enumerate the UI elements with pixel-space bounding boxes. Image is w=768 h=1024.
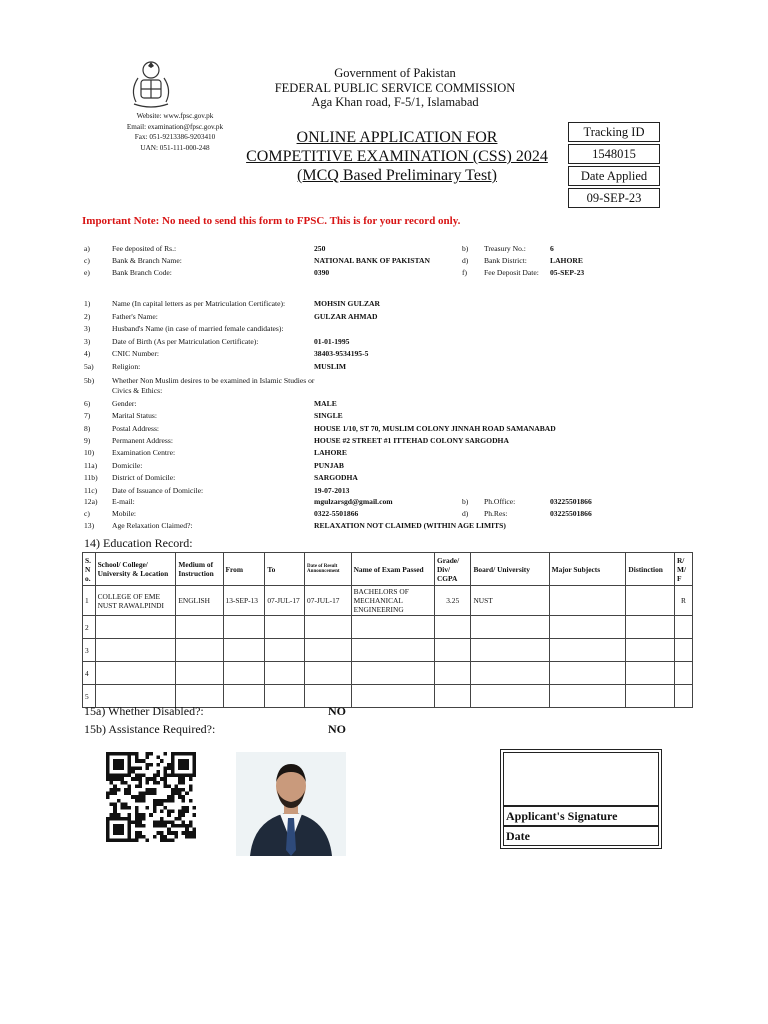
row-value: 19-07-2013 [314, 486, 350, 495]
row-number: c) [84, 256, 90, 265]
signature-date-label: Date [503, 826, 659, 846]
row-label: Father's Name: [112, 312, 158, 321]
table-cell [351, 685, 434, 708]
row-label-2: Ph.Office: [484, 497, 516, 506]
education-heading: 14) Education Record: [84, 536, 193, 550]
signature-box [500, 749, 662, 849]
table-cell: R [674, 586, 692, 616]
row-label: Domicile: [112, 461, 143, 470]
row-number: 8) [84, 424, 91, 433]
row-number: 11b) [84, 473, 98, 482]
row-label: Bank Branch Code: [112, 268, 172, 277]
table-cell [626, 662, 675, 685]
row-value: MALE [314, 399, 337, 408]
row-number-2: d) [462, 256, 469, 265]
row-number: 9) [84, 436, 91, 445]
table-cell: ENGLISH [176, 586, 223, 616]
table-cell [223, 685, 265, 708]
row-number-2: b) [462, 244, 469, 253]
row-number: a) [84, 244, 90, 253]
gov-line: Government of Pakistan [334, 66, 456, 80]
row-label: Permanent Address: [112, 436, 173, 445]
table-cell [305, 662, 352, 685]
row-value: SARGODHA [314, 473, 358, 482]
table-row [83, 616, 693, 639]
row-value-2: 03225501866 [550, 497, 592, 506]
column-header: Distinction [626, 553, 675, 586]
government-emblem-icon [124, 56, 178, 108]
date-applied: 09-SEP-23 [568, 188, 660, 208]
row-label: Religion: [112, 362, 141, 371]
row-value: NATIONAL BANK OF PAKISTAN [314, 256, 430, 265]
column-header: Major Subjects [549, 553, 626, 586]
row-number: 4) [84, 349, 91, 358]
row-value: 0322-5501866 [314, 509, 359, 518]
table-cell [95, 639, 176, 662]
row-value: MUSLIM [314, 362, 347, 371]
row-label: Mobile: [112, 509, 137, 518]
assistance-value: NO [328, 722, 346, 736]
row-value: MOHSIN GULZAR [314, 299, 381, 308]
table-cell [265, 662, 305, 685]
row-label: Examination Centre: [112, 448, 176, 457]
table-row [83, 639, 693, 662]
table-cell [223, 662, 265, 685]
row-value: HOUSE #2 STREET #1 ITTEHAD COLONY SARGODHA [314, 436, 509, 445]
uan-text: UAN: 051-111-000-248 [140, 143, 210, 152]
row-number: 12a) [84, 497, 98, 506]
disabled-label: 15a) Whether Disabled?: [84, 704, 204, 718]
row-label: Postal Address: [112, 424, 160, 433]
row-label: Husband's Name (in case of married female candidates): [112, 324, 284, 333]
column-header: From [223, 553, 265, 586]
table-cell [176, 662, 223, 685]
row-number: 10) [84, 448, 95, 457]
column-header: S. N o. [83, 553, 96, 586]
row-number: c) [84, 509, 90, 518]
row-label: Age Relaxation Claimed?: [112, 521, 193, 530]
row-label-2: Treasury No.: [484, 244, 526, 253]
row-label: Whether Non Muslim desires to be examined in Islamic Studies or Civics & Ethics: [112, 376, 315, 395]
form-title [238, 128, 556, 185]
table-cell [351, 616, 434, 639]
email-text: Email: examination@fpsc.gov.pk [126, 122, 224, 131]
row-value: 38403-9534195-5 [314, 349, 369, 358]
assistance-label: 15b) Assistance Required?: [84, 722, 216, 736]
table-cell [471, 685, 549, 708]
title-line: (MCQ Based Preliminary Test) [297, 167, 497, 184]
row-label-2: Ph.Res: [484, 509, 508, 518]
table-cell [549, 685, 626, 708]
date-applied-label: Date Applied [568, 166, 660, 186]
column-header: Name of Exam Passed [351, 553, 434, 586]
table-cell: 4 [83, 662, 96, 685]
row-label: Marital Status: [112, 411, 157, 420]
table-cell [305, 616, 352, 639]
row-label: E-mail: [112, 497, 135, 506]
table-cell [626, 616, 675, 639]
table-cell: 2 [83, 616, 96, 639]
row-number: 11c) [84, 486, 98, 495]
row-label: Date of Issuance of Domicile: [112, 486, 204, 495]
row-label-2: Bank District: [484, 256, 527, 265]
fax-text: Fax: 051-9213386-9203410 [134, 133, 216, 141]
row-value-2: 05-SEP-23 [550, 268, 585, 277]
gov-line: FEDERAL PUBLIC SERVICE COMMISSION [274, 80, 516, 95]
row-label: Date of Birth (As per Matriculation Certificate): [112, 337, 259, 346]
row-value: LAHORE [314, 448, 347, 457]
row-number: 5a) [84, 362, 94, 371]
table-cell [223, 639, 265, 662]
column-header: School/ College/ University & Location [95, 553, 176, 586]
row-value: mgulzarsgd@gmail.com [314, 497, 393, 506]
table-cell [434, 662, 470, 685]
gov-line: Aga Khan road, F-5/1, Islamabad [311, 95, 479, 109]
applicant-photo [236, 752, 346, 856]
education-table [82, 552, 693, 708]
table-cell [626, 685, 675, 708]
table-cell [265, 685, 305, 708]
row-label-2: Fee Deposit Date: [484, 268, 539, 277]
row-number: 13) [84, 521, 95, 530]
table-cell [265, 639, 305, 662]
row-value-2: 03225501866 [550, 509, 592, 518]
table-row [83, 586, 693, 616]
table-cell [626, 586, 675, 616]
disabled-value: NO [328, 704, 346, 718]
table-cell [305, 639, 352, 662]
title-line: COMPETITIVE EXAMINATION (CSS) 2024 [246, 148, 548, 165]
table-cell [471, 662, 549, 685]
row-number: 2) [84, 312, 91, 321]
table-cell [549, 586, 626, 616]
table-cell [549, 662, 626, 685]
table-cell [176, 639, 223, 662]
table-cell [626, 639, 675, 662]
row-number: 1) [84, 299, 91, 308]
tracking-id: 1548015 [568, 144, 660, 164]
row-value: PUNJAB [314, 461, 344, 470]
table-cell: 1 [83, 586, 96, 616]
table-cell [674, 662, 692, 685]
signature-label: Applicant's Signature [503, 806, 659, 826]
table-cell: 5 [83, 685, 96, 708]
table-cell [549, 616, 626, 639]
row-number-2: d) [462, 509, 469, 518]
row-value-2: LAHORE [550, 256, 583, 265]
table-cell: 13-SEP-13 [223, 586, 265, 616]
column-header: Grade/ Div/ CGPA [434, 553, 470, 586]
row-value: 250 [314, 244, 326, 253]
row-value: HOUSE 1/10, ST 70, MUSLIM COLONY JINNAH ROAD SAMANABAD [314, 424, 556, 433]
row-number: e) [84, 268, 90, 277]
row-label: Gender: [112, 399, 137, 408]
table-cell: 07-JUL-17 [305, 586, 352, 616]
column-header: R/ M/ F [674, 553, 692, 586]
table-cell [351, 639, 434, 662]
row-number: 11a) [84, 461, 98, 470]
row-number: 3) [84, 324, 91, 333]
table-cell [674, 685, 692, 708]
table-cell [95, 616, 176, 639]
column-header: Medium of Instruction [176, 553, 223, 586]
table-cell: COLLEGE OF EME NUST RAWALPINDI [95, 586, 176, 616]
table-cell: NUST [471, 586, 549, 616]
table-cell [265, 616, 305, 639]
education-header-row [83, 553, 693, 586]
table-cell: 3 [83, 639, 96, 662]
row-value: 01-01-1995 [314, 337, 350, 346]
tracking-label: Tracking ID [568, 122, 660, 142]
column-header: Date of Result Announcement [305, 553, 352, 586]
table-cell: BACHELORS OF MECHANICAL ENGINEERING [351, 586, 434, 616]
row-number: 7) [84, 411, 91, 420]
table-row [83, 662, 693, 685]
row-value: SINGLE [314, 411, 343, 420]
table-cell [434, 616, 470, 639]
tracking-box [568, 122, 660, 210]
row-value: RELAXATION NOT CLAIMED (WITHIN AGE LIMITS) [314, 521, 506, 530]
row-label: Bank & Branch Name: [112, 256, 182, 265]
table-cell [95, 662, 176, 685]
row-label: Name (In capital letters as per Matriculation Certificate): [112, 299, 286, 308]
row-number-2: b) [462, 497, 469, 506]
row-value-2: 6 [550, 244, 554, 253]
government-header [260, 66, 530, 110]
signature-area [503, 752, 659, 806]
table-cell [434, 685, 470, 708]
row-number: 6) [84, 399, 91, 408]
row-label: District of Domicile: [112, 473, 176, 482]
table-cell [434, 639, 470, 662]
row-value: 0390 [314, 268, 330, 277]
row-label: CNIC Number: [112, 349, 160, 358]
column-header: Board/ University [471, 553, 549, 586]
row-number-2: f) [462, 268, 468, 277]
table-cell: 07-JUL-17 [265, 586, 305, 616]
table-cell [223, 616, 265, 639]
table-cell [549, 639, 626, 662]
row-number: 5b) [84, 376, 95, 385]
table-cell: 3.25 [434, 586, 470, 616]
table-cell [351, 662, 434, 685]
table-cell [176, 616, 223, 639]
row-value: GULZAR AHMAD [314, 312, 378, 321]
table-cell [674, 616, 692, 639]
title-line: ONLINE APPLICATION FOR [296, 129, 498, 146]
website-text: Website: www.fpsc.gov.pk [136, 112, 214, 120]
qr-code-icon [106, 752, 196, 842]
column-header: To [265, 553, 305, 586]
table-cell [674, 639, 692, 662]
table-cell [471, 616, 549, 639]
important-note: Important Note: No need to send this form to FPSC. This is for your record only. [82, 215, 461, 227]
table-cell [471, 639, 549, 662]
row-number: 3) [84, 337, 91, 346]
row-label: Fee deposited of Rs.: [112, 244, 177, 253]
